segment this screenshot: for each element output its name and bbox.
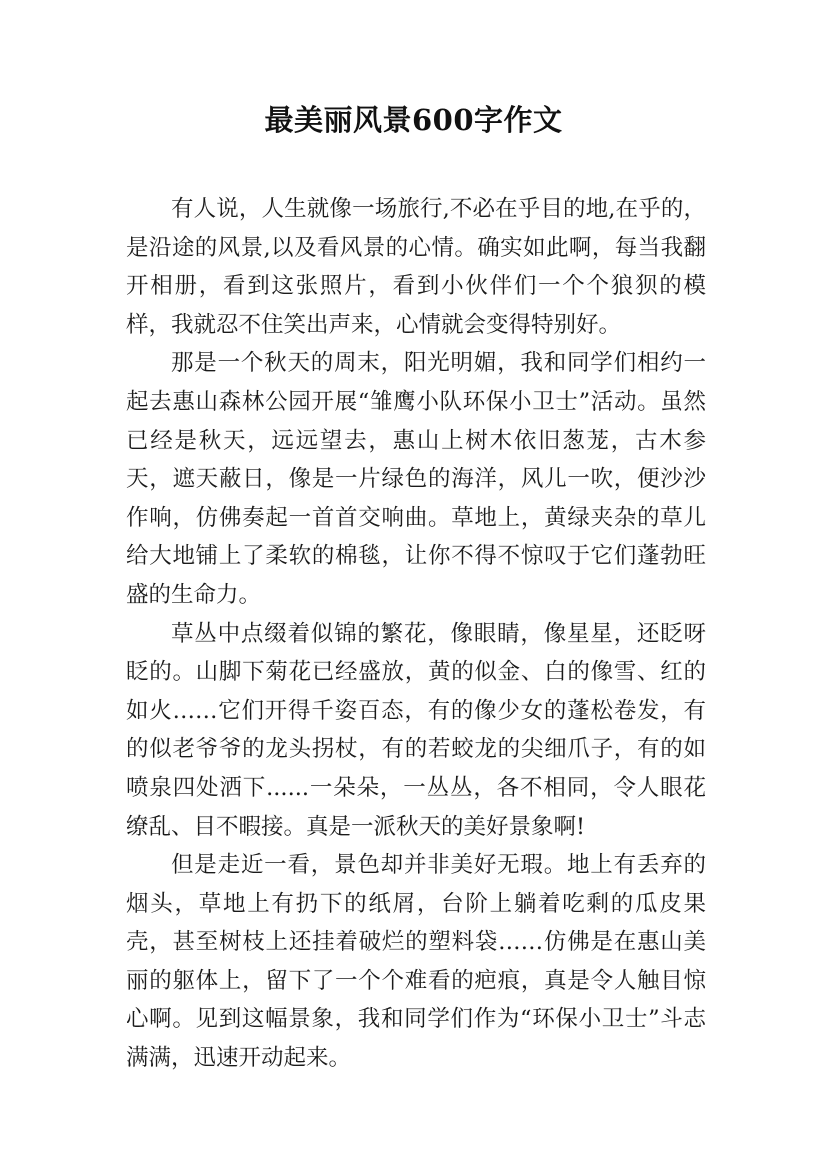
paragraph-2: 那是一个秋天的周末，阳光明媚，我和同学们相约一起去惠山森林公园开展“雏鹰小队环保小卫士”活动。虽然已经是秋天，远远望去，惠山上树木依旧葱茏，古木参天，遮天蔽日，像是一片绿色的海洋，风儿一吹，便沙沙作响，仿佛奏起一首首交响曲。草地上，黄绿夹杂的草儿给大地铺上了柔软的棉毯，让你不得不惊叹于它们蓬勃旺盛的生命力。 xyxy=(126,350,706,608)
document-title: 最美丽风景600字作文 xyxy=(264,103,563,137)
paragraph-1: 有人说，人生就像一场旅行,不必在乎目的地,在乎的，是沿途的风景,以及看风景的心情。确实如此啊，每当我翻开相册，看到这张照片，看到小伙伴们一个个狼狈的模样，我就忍不住笑出声来，心情就会变得特别好。 xyxy=(126,196,706,338)
paragraph-4: 但是走近一看，景色却并非美好无瑕。地上有丢弃的烟头，草地上有扔下的纸屑，台阶上躺着吃剩的瓜皮果壳，甚至树枝上还挂着破烂的塑料袋……仿佛是在惠山美丽的躯体上，留下了一个个难看的疤痕，真是令人触目惊心啊。见到这幅景象，我和同学们作为“环保小卫士”斗志满满，迅速开动起来。 xyxy=(126,852,706,1072)
article-body xyxy=(126,190,706,1078)
paragraph-3: 草丛中点缀着似锦的繁花，像眼睛，像星星，还眨呀眨的。山脚下菊花已经盛放，黄的似金、白的像雪、红的如火……它们开得千姿百态，有的像少女的蓬松卷发，有的似老爷爷的龙头拐杖，有的若蛟龙的尖细爪子，有的如喷泉四处洒下......一朵朵，一丛丛，各不相同，令人眼花缭乱、目不暇接。真是一派秋天的美好景象啊! xyxy=(126,620,706,840)
